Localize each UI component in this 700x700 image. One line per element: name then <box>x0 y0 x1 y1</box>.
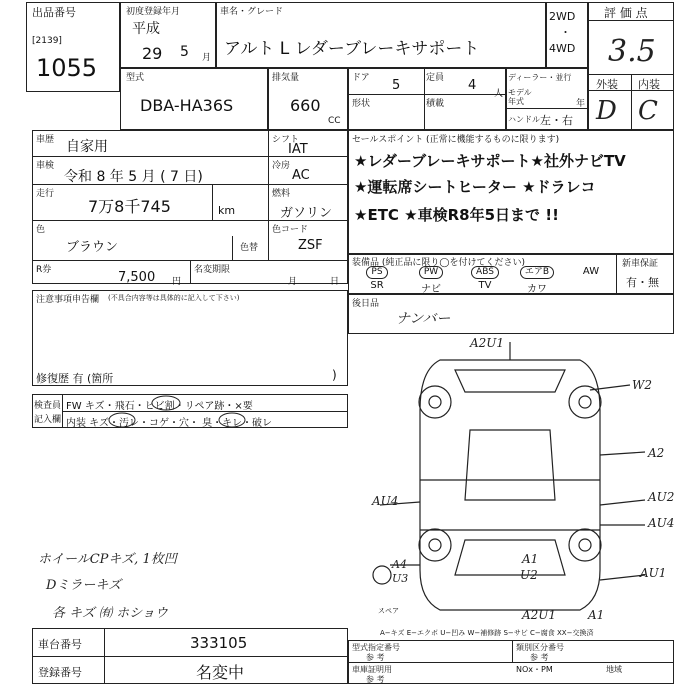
nox-label: NOx・PM <box>516 665 553 674</box>
reg: 名変中 <box>196 663 245 682</box>
first-reg-label: 初度登録年月 <box>126 7 181 17</box>
damage-au1: AU1 <box>640 566 667 580</box>
load-label: 積載 <box>426 99 445 109</box>
equip-tv: TV <box>478 280 492 291</box>
color-code-label: 色コード <box>272 225 309 235</box>
color-code: ZSF <box>298 238 323 253</box>
spare-wheel <box>373 566 391 584</box>
area-label: 地域 <box>606 665 622 674</box>
inspector-row-2: 内装 キズ・汚レ・コゲ・穴・ 臭・キレ・破レ <box>66 418 273 429</box>
model-code: DBA-HA36S <box>140 96 234 115</box>
model-name: アルト L レダーブレーキサポート <box>224 39 480 59</box>
legend: A−キズ E−エクボ U−凹み W−補修跡 S−サビ C−腐食 XX−交換済 <box>380 629 594 637</box>
inspector-label-2: 記入欄 <box>34 415 62 425</box>
ref-1: 参 考 <box>366 653 385 662</box>
sales-line-2: ★運転席シートヒーター ★ドラレコ <box>354 178 596 196</box>
equip-ps: PS <box>352 266 402 279</box>
handwritten-note-2: Dミラーキズ <box>46 578 122 593</box>
model-code-label: 型式 <box>126 73 145 83</box>
damage-a2u1-rear: A2U1 <box>522 608 557 622</box>
class-label: 類別区分番号 <box>516 643 564 652</box>
ref-3: 参 考 <box>366 675 385 684</box>
ac: AC <box>292 168 310 183</box>
capacity: 4 <box>468 78 477 93</box>
lot-label: 出品番号 <box>32 6 76 19</box>
drive-dot: ・ <box>560 26 571 39</box>
new-car-label: 新車保証 <box>622 259 659 269</box>
drive-4wd: 4WD <box>549 42 576 55</box>
rear-glass <box>455 540 565 575</box>
equipment-label: 装備品 (純正品に限り◯を付けてください) <box>352 258 525 268</box>
equip-navi: ナビ <box>421 284 441 295</box>
equip-airbag: エアB <box>512 266 562 279</box>
wheel-front-right <box>569 386 601 418</box>
month-unit: 月 <box>202 53 212 63</box>
year-unit: 年 <box>576 99 586 109</box>
recycle: 7,500 <box>118 270 156 285</box>
car-diagram <box>360 330 680 630</box>
inspection: 令和 8 年 5 月 ( 7 日) <box>64 169 203 185</box>
spare-label: スペア <box>378 607 399 615</box>
new-car-value: 有・無 <box>626 276 659 289</box>
inspection-label: 車検 <box>36 161 55 171</box>
wheel-rear-right <box>569 529 601 561</box>
damage-au4-right: AU4 <box>648 516 675 530</box>
handwritten-note-3: 各 キズ ㈲ ホショウ <box>52 606 168 621</box>
ref-2: 参 考 <box>530 653 549 662</box>
person-unit: 人 <box>494 89 504 99</box>
mileage-label: 走行 <box>36 189 55 199</box>
history-label: 車歴 <box>36 135 55 145</box>
capacity-label: 定員 <box>426 73 445 83</box>
handwritten-note-1: ホイールCPキズ, 1枚凹 <box>38 552 177 567</box>
reg-label: 登録番号 <box>38 666 82 679</box>
repair-label: 修復歴 有 (箇所 <box>36 372 114 385</box>
doors: 5 <box>392 78 401 93</box>
handle-value: 左・右 <box>540 114 573 127</box>
equip-leather: カワ <box>527 284 547 295</box>
lot-code: [2139] <box>32 36 62 46</box>
car-outline <box>420 360 600 610</box>
sales-line-3: ★ETC ★車検R8年5日まで !! <box>354 206 559 224</box>
damage-a2: A2 <box>648 446 665 460</box>
era: 平成 <box>132 21 160 37</box>
equip-sr: SR <box>370 280 384 291</box>
equip-pw: PW <box>406 266 456 279</box>
yen-unit: 円 <box>172 277 182 287</box>
damage-a1-center: A1 <box>522 552 539 566</box>
damage-u3: U3 <box>392 572 409 585</box>
nameplate-month-unit: 月 <box>288 277 298 287</box>
wheel-front-left <box>419 386 451 418</box>
inspector-circles <box>62 394 348 428</box>
interior-grade: C <box>638 96 658 126</box>
grade-label: 評 価 点 <box>604 6 648 20</box>
rear-note: ナンバー <box>396 311 451 327</box>
doors-label: ドア <box>352 73 370 83</box>
color-label: 色 <box>36 225 46 235</box>
mileage: 7万8千745 <box>88 197 171 216</box>
inspector-label-1: 検査員 <box>34 401 62 411</box>
recycle-label: R券 <box>36 265 52 275</box>
fuel: ガソリン <box>280 206 333 221</box>
rear-label: 後日品 <box>352 299 380 309</box>
nameplate-label: 名変期限 <box>194 265 231 275</box>
type-designation-label: 型式指定番号 <box>352 643 400 652</box>
damage-a2u1-front: A2U1 <box>470 336 505 350</box>
cc-unit: CC <box>328 116 341 126</box>
damage-au4-left: AU4 <box>372 494 399 508</box>
exterior-grade: D <box>596 96 617 126</box>
damage-a1-rear: A1 <box>588 608 605 622</box>
color-change-label: 色替 <box>240 243 259 253</box>
shift-label: シフト <box>272 135 300 145</box>
damage-a4: A4 <box>392 558 407 571</box>
damage-u2: U2 <box>520 568 538 582</box>
equip-aw: AW <box>582 266 600 277</box>
reg-month: 5 <box>180 44 189 60</box>
damage-au2: AU2 <box>648 490 675 504</box>
fuel-label: 燃料 <box>272 189 291 199</box>
exterior-label: 外装 <box>596 78 618 91</box>
color: ブラウン <box>66 240 119 255</box>
shape-label: 形状 <box>352 99 371 109</box>
history: 自家用 <box>66 139 108 155</box>
displacement-label: 排気量 <box>272 73 300 83</box>
sales-label: セールスポイント (正常に機能するものに限ります) <box>352 135 560 145</box>
handle-label: ハンドル <box>508 115 540 124</box>
roof <box>465 430 555 500</box>
model-name-label: 車名・グレード <box>220 7 284 17</box>
equip-abs: ABS <box>460 266 510 279</box>
reg-year: 29 <box>142 44 163 63</box>
notes-sub: (不具合内容等は具体的に記入して下さい) <box>108 294 240 302</box>
ac-label: 冷房 <box>272 161 291 171</box>
wheel-rear-left <box>419 529 451 561</box>
chassis: 333105 <box>190 634 248 652</box>
grade-score: 3.5 <box>608 34 656 69</box>
inspector-row-1: FW キズ・飛石・ヒビ割・リペア跡・×要 <box>66 401 253 412</box>
km-unit: km <box>218 204 236 217</box>
notes-label: 注意事項申告欄 <box>36 295 100 305</box>
lot-number: 1055 <box>36 54 98 82</box>
damage-w2: W2 <box>632 378 652 392</box>
interior-label: 内装 <box>638 78 660 91</box>
drive-2wd: 2WD <box>549 10 576 23</box>
model-year-label: モデル年式 <box>508 88 532 106</box>
dealer-label: ディーラー・並行 <box>508 73 572 82</box>
shift: IAT <box>288 142 308 157</box>
chassis-label: 車台番号 <box>38 638 82 651</box>
front-glass <box>455 370 565 392</box>
nameplate-day-unit: 日 <box>330 277 340 287</box>
displacement: 660 <box>290 96 321 115</box>
cert-label: 車庫証明用 <box>352 665 392 674</box>
repair-close: ) <box>332 368 337 382</box>
sales-line-1: ★レダーブレーキサポート★社外ナビTV <box>354 152 626 170</box>
